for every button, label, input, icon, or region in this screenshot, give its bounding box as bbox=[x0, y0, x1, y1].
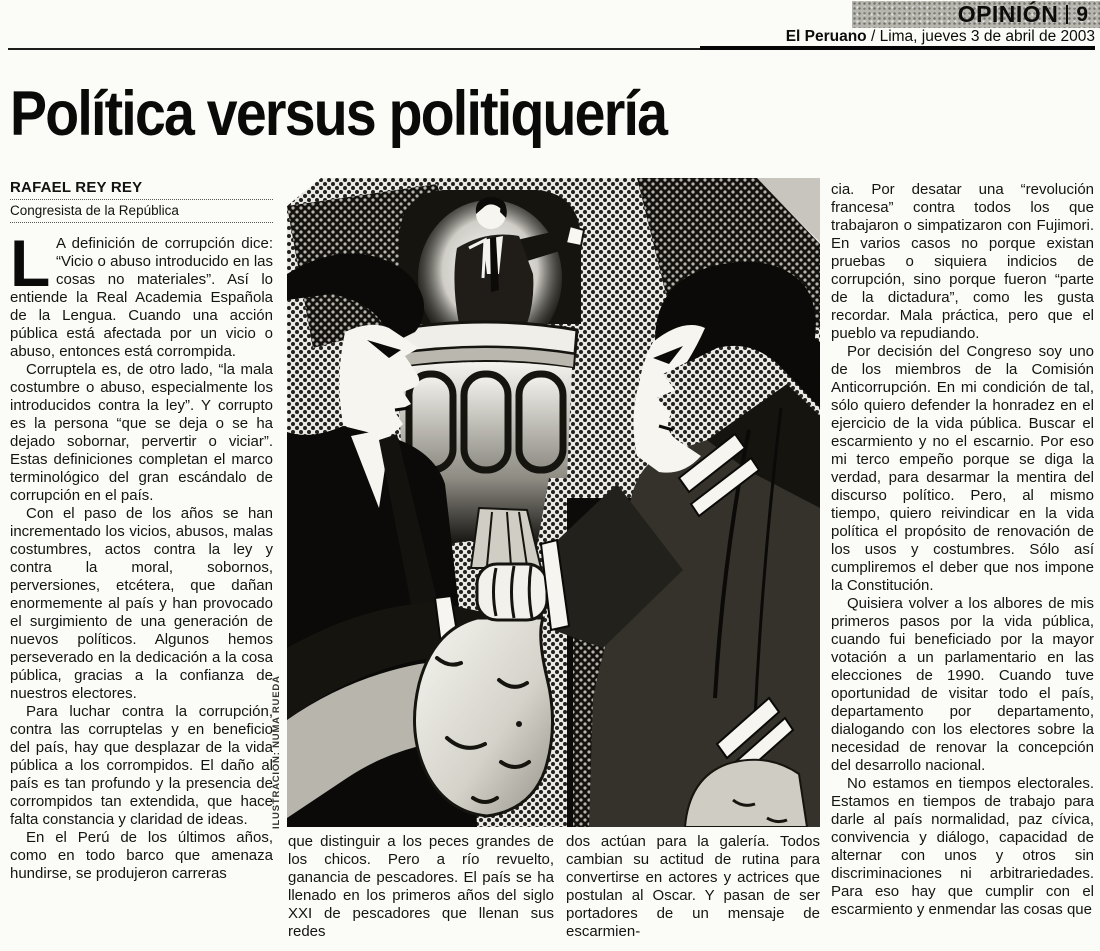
section-divider bbox=[1066, 5, 1068, 24]
paragraph: cia. Por desatar una “revolución francesa” contra todos los que trabajaron o simpatizaron con Fujimori. En varios casos no porque existan pruebas o siquiera indicios de corrupción, sino porque fueron “parte de la dictadura”, como les gusta recordar. Mala práctica, pero que el pueblo va repudiando. bbox=[831, 181, 1094, 342]
header-rule-thick bbox=[700, 46, 1095, 50]
paragraph: dos actúan para la galería. Todos cambian su actitud de rutina para convertirse en actores y actrices que postulan al Oscar. Y pasan de ser portadores de un mensaje de escarmien- bbox=[566, 833, 820, 940]
paragraph: Con el paso de los años se han incrementado los vicios, abusos, malas costumbres, actos contra la ley y contra la moral, sobornos, perversiones, etcétera, que dañan enormemente al país y han provocado el surgimiento de una generación de nuevos políticos. Algunos hemos perseverado en la dedicación a la cosa pública, gracias a la confianza de nuestros electores. bbox=[10, 505, 273, 702]
section-band bbox=[852, 1, 1100, 28]
drop-cap: L bbox=[10, 226, 51, 300]
paragraph-lead bbox=[10, 226, 273, 361]
column-right bbox=[831, 181, 1094, 919]
newspaper-name: El Peruano bbox=[785, 28, 867, 45]
dateline bbox=[786, 28, 1095, 46]
paragraph: No estamos en tiempos electorales. Estamos en tiempos de trabajo para darle al país normalidad, paz cívica, convivencia y diálogo, capacidad de alternar con unos y otros sin discriminaciones ni arbitrariedades. Para eso hay que cumplir con el escarmiento y enmendar las cosas que bbox=[831, 775, 1094, 918]
editorial-illustration bbox=[287, 178, 820, 827]
section-title: OPINIÓN bbox=[957, 1, 1059, 27]
illustration-svg bbox=[287, 178, 820, 827]
paragraph: En el Perú de los últimos años, como en todo barco que amenaza hundirse, se produjeron carreras bbox=[10, 829, 273, 882]
illustration-credit: ILUSTRACIÓN: NUMA RUEDA bbox=[271, 675, 282, 829]
byline-author: RAFAEL REY REY bbox=[10, 179, 273, 200]
paragraph: que distinguir a los peces grandes de los chicos. Pero a río revuelto, ganancia de pescadores. El país se ha llenado en los primeros años del siglo XXI de pescadores que llenan sus redes bbox=[288, 833, 554, 940]
column-left bbox=[10, 179, 273, 883]
headline: Política versus politiquería bbox=[10, 79, 667, 149]
paragraph: Quisiera volver a los albores de mis primeros pasos por la vida pública, cuando fui beneficiado por la mayor votación a un parlamentario en las elecciones de 1990. Cuando tuve oportunidad de visitar todo el país, departamento por departamento, dialogando con los electores sobre la necesidad de renovar la concepción del desarrollo nacional. bbox=[831, 595, 1094, 774]
paragraph-lead-text: A definición de corrupción dice: “Vicio o abuso introducido en las cosas no materiales”. Así lo entiende la Real Academia Española de la Lengua. Cuando una acción pública está afectada por un vicio o abuso, entonces está corrompida. bbox=[10, 235, 273, 360]
column-middle-1 bbox=[288, 833, 554, 941]
paragraph: Por decisión del Congreso soy uno de los miembros de la Comisión Anticorrupción. En mi condición de tal, sólo quiero defender la honradez en el ejercicio de la vida pública. Buscar el escarmiento y no el escarnio. Por eso mi terco empeño porque se diga la verdad, para desarmar la mentira del discurso político. Pero, al mismo tiempo, quiero reivindicar en la vida política el propósito de renovación de los usos y costumbres. Sólo así cumpliremos el deber que nos impone la Constitución. bbox=[831, 343, 1094, 594]
byline-role: Congresista de la República bbox=[10, 203, 273, 223]
column-middle-2 bbox=[566, 833, 820, 941]
paragraph: Corruptela es, de otro lado, “la mala costumbre o abuso, especialmente los introducidos contra la ley”. Y corrupto es la persona “que se deja o se ha dejado sobornar, pervertir o viciar”. Estas definiciones completan el marco terminológico del gran escándalo de corrupción en el país. bbox=[10, 361, 273, 504]
paragraph: Para luchar contra la corrupción, contra las corruptelas y en beneficio del país, hay que desplazar de la vida pública a los corrompidos. El daño al país es tan profundo y la presencia de corrompidos tan extendida, que hace falta constancia y claridad de ideas. bbox=[10, 703, 273, 828]
page-number: 9 bbox=[1076, 2, 1088, 26]
dateline-text: / Lima, jueves 3 de abril de 2003 bbox=[866, 28, 1095, 45]
